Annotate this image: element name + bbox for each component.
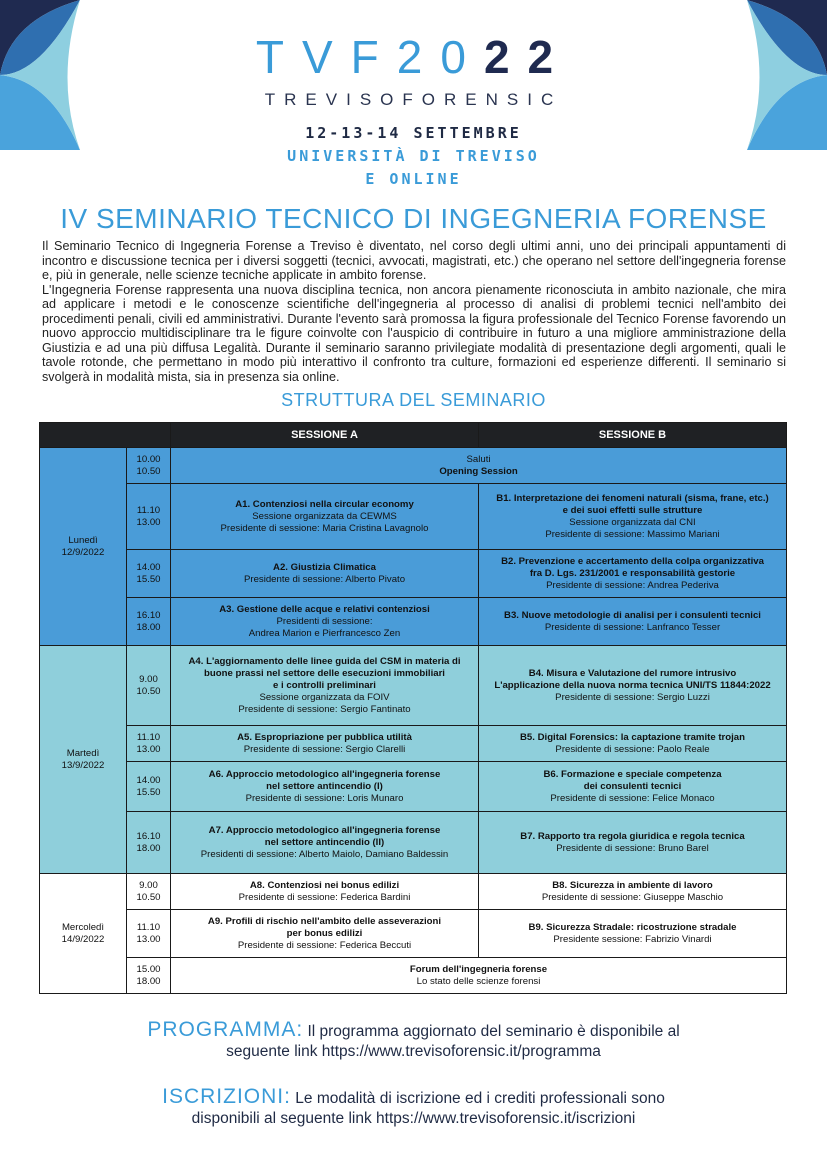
session-line: Opening Session [439,465,518,477]
time-start: 16.10 [136,609,161,621]
session-line: Presidente di sessione: Federica Beccuti [237,939,412,951]
day-cell [40,874,127,994]
day-date: 13/9/2022 [61,759,105,771]
session-cell-b [479,646,787,726]
time-start: 14.00 [136,774,161,786]
table-header-empty [40,423,171,448]
logo-subtitle: TREVISOFORENSIC [264,90,563,109]
time-end: 10.50 [136,685,161,697]
session-title: B5. Digital Forensics: la captazione tramite trojan [520,731,745,743]
time-cell [127,484,171,550]
time-end: 18.00 [136,975,161,987]
logo-light-text: TVF20 [255,31,484,83]
session-title: e dei suoi effetti sulle strutture [562,504,703,516]
time-start: 16.10 [136,830,161,842]
time-cell [127,646,171,726]
session-line: Presidenti di sessione: [276,615,373,627]
session-cell-a [171,550,479,598]
session-cell-a [171,812,479,874]
session-title: B8. Sicurezza in ambiente di lavoro [552,879,713,891]
time-cell [127,448,171,484]
table-row [40,646,787,726]
session-line: Presidente di sessione: Felice Monaco [550,792,715,804]
table-row [40,812,787,874]
time-end: 15.50 [136,786,161,798]
session-line: Presidente di sessione: Alberto Pivato [243,573,406,585]
session-cell-joint [171,448,787,484]
session-line: Presidente di sessione: Loris Munaro [245,792,404,804]
session-line: Sessione organizzata da CEWMS [252,510,397,522]
table-row [40,484,787,550]
table-header-row [40,423,787,448]
time-end: 10.50 [136,891,161,903]
session-title: fra D. Lgs. 231/2001 e responsabilità gestorie [529,567,736,579]
time-end: 13.00 [136,743,161,755]
table-row [40,598,787,646]
event-logo [0,30,827,84]
intro-text [42,239,786,384]
registration-label: ISCRIZIONI: [162,1085,291,1108]
session-title: A2. Giustizia Climatica [273,561,376,573]
schedule-table [39,422,787,994]
session-cell-b [479,812,787,874]
session-cell-a [171,726,479,762]
day-date: 14/9/2022 [61,933,105,945]
session-title: nel settore antincendio (II) [264,836,385,848]
session-cell-b [479,484,787,550]
session-cell-b [479,874,787,910]
session-cell-b [479,910,787,958]
day-cell [40,646,127,874]
session-title: buone prassi nel settore delle esecuzioni immobiliari [204,667,445,679]
session-line: Saluti [466,453,491,465]
table-row [40,726,787,762]
session-cell-b [479,598,787,646]
time-start: 11.10 [136,731,161,743]
session-line: Presidente di sessione: Federica Bardini [238,891,411,903]
session-title: e i controlli preliminari [273,679,376,691]
table-row [40,958,787,994]
time-cell [127,726,171,762]
session-title: A3. Gestione delle acque e relativi contenziosi [219,603,430,615]
session-title: A5. Espropriazione per pubblica utilità [237,731,412,743]
session-title: A8. Contenziosi nei bonus edilizi [249,879,400,891]
program-text-1: Il programma aggiornato del seminario è disponibile al [307,1023,680,1040]
session-line: Presidenti di sessione: Alberto Maiolo, Damiano Baldessin [200,848,449,860]
table-row [40,762,787,812]
time-end: 10.50 [136,465,161,477]
session-line: Presidente di sessione: Massimo Mariani [545,528,720,540]
session-title: A6. Approccio metodologico all'ingegneria forense [208,768,441,780]
structure-title: STRUTTURA DEL SEMINARIO [281,390,546,410]
registration-text-1: Le modalità di iscrizione ed i crediti professionali sono [295,1090,665,1107]
session-cell-b [479,726,787,762]
session-line: Presidente di sessione: Lanfranco Tesser [544,621,721,633]
session-line: Presidente di sessione: Sergio Fantinato [238,703,411,715]
time-start: 11.10 [136,921,161,933]
session-line: Presidente di sessione: Giuseppe Maschio [541,891,724,903]
session-title: B4. Misura e Valutazione del rumore intrusivo [528,667,737,679]
session-title: dei consulenti tecnici [583,780,682,792]
time-end: 13.00 [136,516,161,528]
session-line: Sessione organizzata dal CNI [569,516,696,528]
session-cell-joint [171,958,787,994]
logo-dark-text: 22 [483,31,572,83]
time-cell [127,812,171,874]
table-row [40,910,787,958]
program-section [0,1020,827,1062]
venue-line-1: UNIVERSITÀ DI TREVISO [287,147,540,165]
session-line: Presidente di sessione: Paolo Reale [555,743,710,755]
session-cell-a [171,646,479,726]
registration-link-text[interactable]: disponibili al seguente link https://www.trevisoforensic.it/iscrizioni [191,1110,636,1127]
session-cell-b [479,550,787,598]
session-line: Presidente di sessione: Maria Cristina Lavagnolo [220,522,429,534]
session-line: Presidente sessione: Fabrizio Vinardi [553,933,712,945]
time-end: 13.00 [136,933,161,945]
session-title: A4. L'aggiornamento delle linee guida del CSM in materia di [188,655,461,667]
time-start: 11.10 [136,504,161,516]
session-cell-a [171,484,479,550]
session-title: B7. Rapporto tra regola giuridica e regola tecnica [520,830,745,842]
session-cell-a [171,910,479,958]
session-title: Forum dell'ingegneria forense [409,963,548,975]
time-start: 14.00 [136,561,161,573]
session-title: B1. Interpretazione dei fenomeni naturali (sisma, frane, etc.) [496,492,769,504]
registration-section [0,1087,827,1129]
time-start: 10.00 [136,453,161,465]
time-start: 9.00 [139,673,158,685]
col-session-a: SESSIONE A [171,423,479,448]
day-name: Mercoledì [61,921,105,933]
session-title: A9. Profili di rischio nell'ambito delle asseverazioni [207,915,442,927]
table-row [40,448,787,484]
time-cell [127,874,171,910]
session-cell-b [479,762,787,812]
session-cell-a [171,874,479,910]
day-name: Martedì [66,747,100,759]
session-line: Presidente di sessione: Sergio Luzzi [555,691,710,703]
day-cell [40,448,127,646]
col-session-b: SESSIONE B [479,423,787,448]
event-dates: 12-13-14 SETTEMBRE [305,124,522,142]
time-cell [127,762,171,812]
session-line: Presidente di sessione: Sergio Clarelli [243,743,406,755]
intro-paragraph-1: Il Seminario Tecnico di Ingegneria Forense a Treviso è diventato, nel corso degli ultimi anni, uno dei principali appuntamenti di incontro e discussione tecnica per i diversi soggetti (tecnici, avvocati, magistrati, etc.) che operano nel settore dell'ingegneria forense e, più in generale, nelle scienze tecniche applicate in ambito forense. [42,239,786,282]
session-title: A1. Contenziosi nella circular economy [235,498,414,510]
session-line: Sessione organizzata da FOIV [259,691,390,703]
program-link-text[interactable]: seguente link https://www.trevisoforensic.it/programma [226,1043,601,1060]
session-line: Lo stato delle scienze forensi [416,975,541,987]
session-line: Presidente di sessione: Andrea Pederiva [546,579,719,591]
session-line: Andrea Marion e Pierfrancesco Zen [248,627,401,639]
session-line: Presidente di sessione: Bruno Barel [556,842,709,854]
page-title: IV SEMINARIO TECNICO DI INGEGNERIA FORENSE [60,203,767,234]
intro-paragraph-2: L'Ingegneria Forense rappresenta una nuova disciplina tecnica, non ancora pienamente riconosciuta in ambito nazionale, che mira ad applicare i metodi e le conoscenze scientifiche dell'ingegneria al processo di analisi di problemi tecnici nell'ambito dei procedimenti penali, civili ed amministrativi. Durante l'evento sarà promossa la figura professionale del Tecnico Forense favorendo un nuovo approccio multidisciplinare tra le figure coinvolte con l'auspicio di contribuire in futuro a una migliore amministrazione della Giustizia e ad una più diffusa Legalità. Durante il seminario saranno privilegiate modalità di presentazione degli argomenti, quali le tavole rotonde, che permettano in modo più interattivo il confronto tra culture, formazioni ed esperienze differenti. Il seminario si svolgerà in modalità mista, sia in presenza sia online. [42,282,786,384]
session-title: B3. Nuove metodologie di analisi per i consulenti tecnici [504,609,761,621]
session-title: B6. Formazione e speciale competenza [543,768,722,780]
session-title: B2. Prevenzione e accertamento della colpa organizzativa [501,555,764,567]
time-end: 18.00 [136,621,161,633]
time-cell [127,910,171,958]
session-title: L'applicazione della nuova norma tecnica UNI/TS 11844:2022 [494,679,771,691]
session-cell-a [171,762,479,812]
session-title: nel settore antincendio (I) [266,780,383,792]
time-cell [127,598,171,646]
time-cell [127,958,171,994]
session-title: B9. Sicurezza Stradale: ricostruzione stradale [528,921,737,933]
time-cell [127,550,171,598]
session-title: A7. Approccio metodologico all'ingegneria forense [208,824,441,836]
table-row [40,550,787,598]
day-name: Lunedì [68,534,98,546]
session-title: per bonus edilizi [286,927,363,939]
day-date: 12/9/2022 [61,546,105,558]
time-start: 9.00 [139,879,158,891]
program-label: PROGRAMMA: [147,1018,304,1041]
venue-line-2: E ONLINE [365,170,462,188]
session-cell-a [171,598,479,646]
time-start: 15.00 [136,963,161,975]
time-end: 18.00 [136,842,161,854]
table-row [40,874,787,910]
time-end: 15.50 [136,573,161,585]
